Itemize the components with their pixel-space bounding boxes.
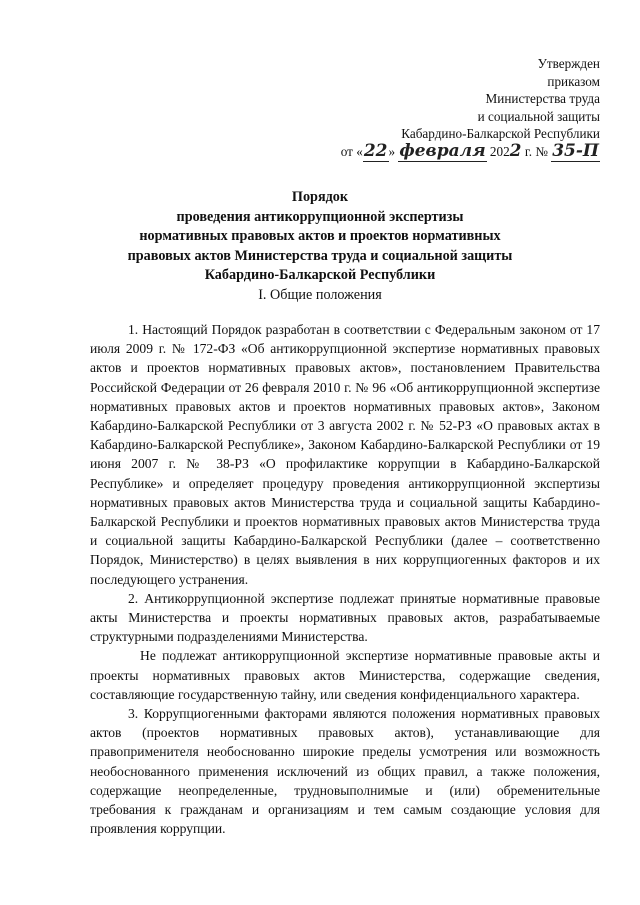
paragraph: 3. Коррупциогенными факторами являются положения нормативных правовых актов (проектов нормативных правовых актов), устанавливающие для правоприменителя необоснованно широкие пределы усмотрения или возможность необоснованного применения исключений из общих правил, а также положения, содержащие неопределенные, трудновыполнимые и (или) обременительные требования к гражданам и организациям и тем самым создающие условия для проявления коррупции. bbox=[90, 706, 600, 837]
paragraph: 1. Настоящий Порядок разработан в соответствии с Федеральным законом от 17 июля 2009 г. № 172-ФЗ «Об антикоррупционной экспертизе нормативных правовых актов и проектов нормативных правовых актов», постановлением Правительства Российской Федерации от 26 февраля 2010 г. № 96 «Об антикоррупционной экспертизе нормативных правовых актов и проектов нормативных правовых актов», Законом Кабардино-Балкарской Республики от 3 августа 2002 г. № 52-РЗ «О правовых актах в Кабардино-Балкарской Республике», Законом Кабардино-Балкарской Республики от 19 июня 2007 г. № 38-РЗ «О профилактике коррупции в Кабардино-Балкарской Республике» и определяет процедуру проведения антикоррупционной экспертизы нормативных правовых актов Министерства труда и социальной защиты Кабардино-Балкарской Республики и проектов нормативных правовых актов Министерства труда и социальной защиты Кабардино-Балкарской Республики (далее – соответственно Порядок, Министерство) в целях выявления в них коррупциогенных факторов и их последующего устранения. bbox=[90, 322, 600, 587]
approval-date-line bbox=[340, 140, 600, 161]
date-month-handwritten: февраля bbox=[399, 140, 486, 161]
date-year-prefix: 202 bbox=[489, 143, 510, 159]
date-year-handwritten: 2 bbox=[509, 140, 522, 161]
approval-line: Министерства труда bbox=[485, 91, 600, 106]
date-number-label: г. № bbox=[524, 143, 548, 159]
approval-line: Кабардино-Балкарской Республики bbox=[401, 126, 600, 141]
title-line: правовых актов Министерства труда и социальной защиты bbox=[127, 247, 513, 264]
date-day-handwritten: 22 bbox=[363, 140, 388, 161]
document-title bbox=[80, 188, 560, 286]
paragraph: Не подлежат антикоррупционной экспертизе нормативные правовые акты и проекты нормативных правовых актов Министерства, содержащие сведения, составляющие государственную тайну, или сведения конфиденциального характера. bbox=[90, 648, 600, 702]
document-body bbox=[90, 320, 600, 838]
date-mid: » bbox=[388, 143, 396, 159]
approval-line: Утвержден bbox=[537, 56, 600, 71]
paragraph: 2. Антикоррупционной экспертизе подлежат принятые нормативные правовые акты Министерства и проекты нормативных правовых актов, разрабатываемые структурными подразделениями Министерства. bbox=[90, 590, 600, 645]
approval-line: приказом bbox=[547, 73, 600, 89]
title-line: Кабардино-Балкарской Республики bbox=[204, 267, 436, 283]
approval-stamp bbox=[340, 55, 600, 160]
title-line: Порядок bbox=[291, 189, 349, 205]
section-heading: I. Общие положения bbox=[258, 287, 382, 303]
title-line: нормативных правовых актов и проектов нормативных bbox=[139, 228, 501, 244]
date-prefix: от « bbox=[340, 143, 363, 159]
date-number-handwritten: 35-П bbox=[552, 140, 599, 161]
approval-line: и социальной защиты bbox=[477, 108, 600, 124]
title-line: проведения антикоррупционной экспертизы bbox=[176, 208, 464, 225]
